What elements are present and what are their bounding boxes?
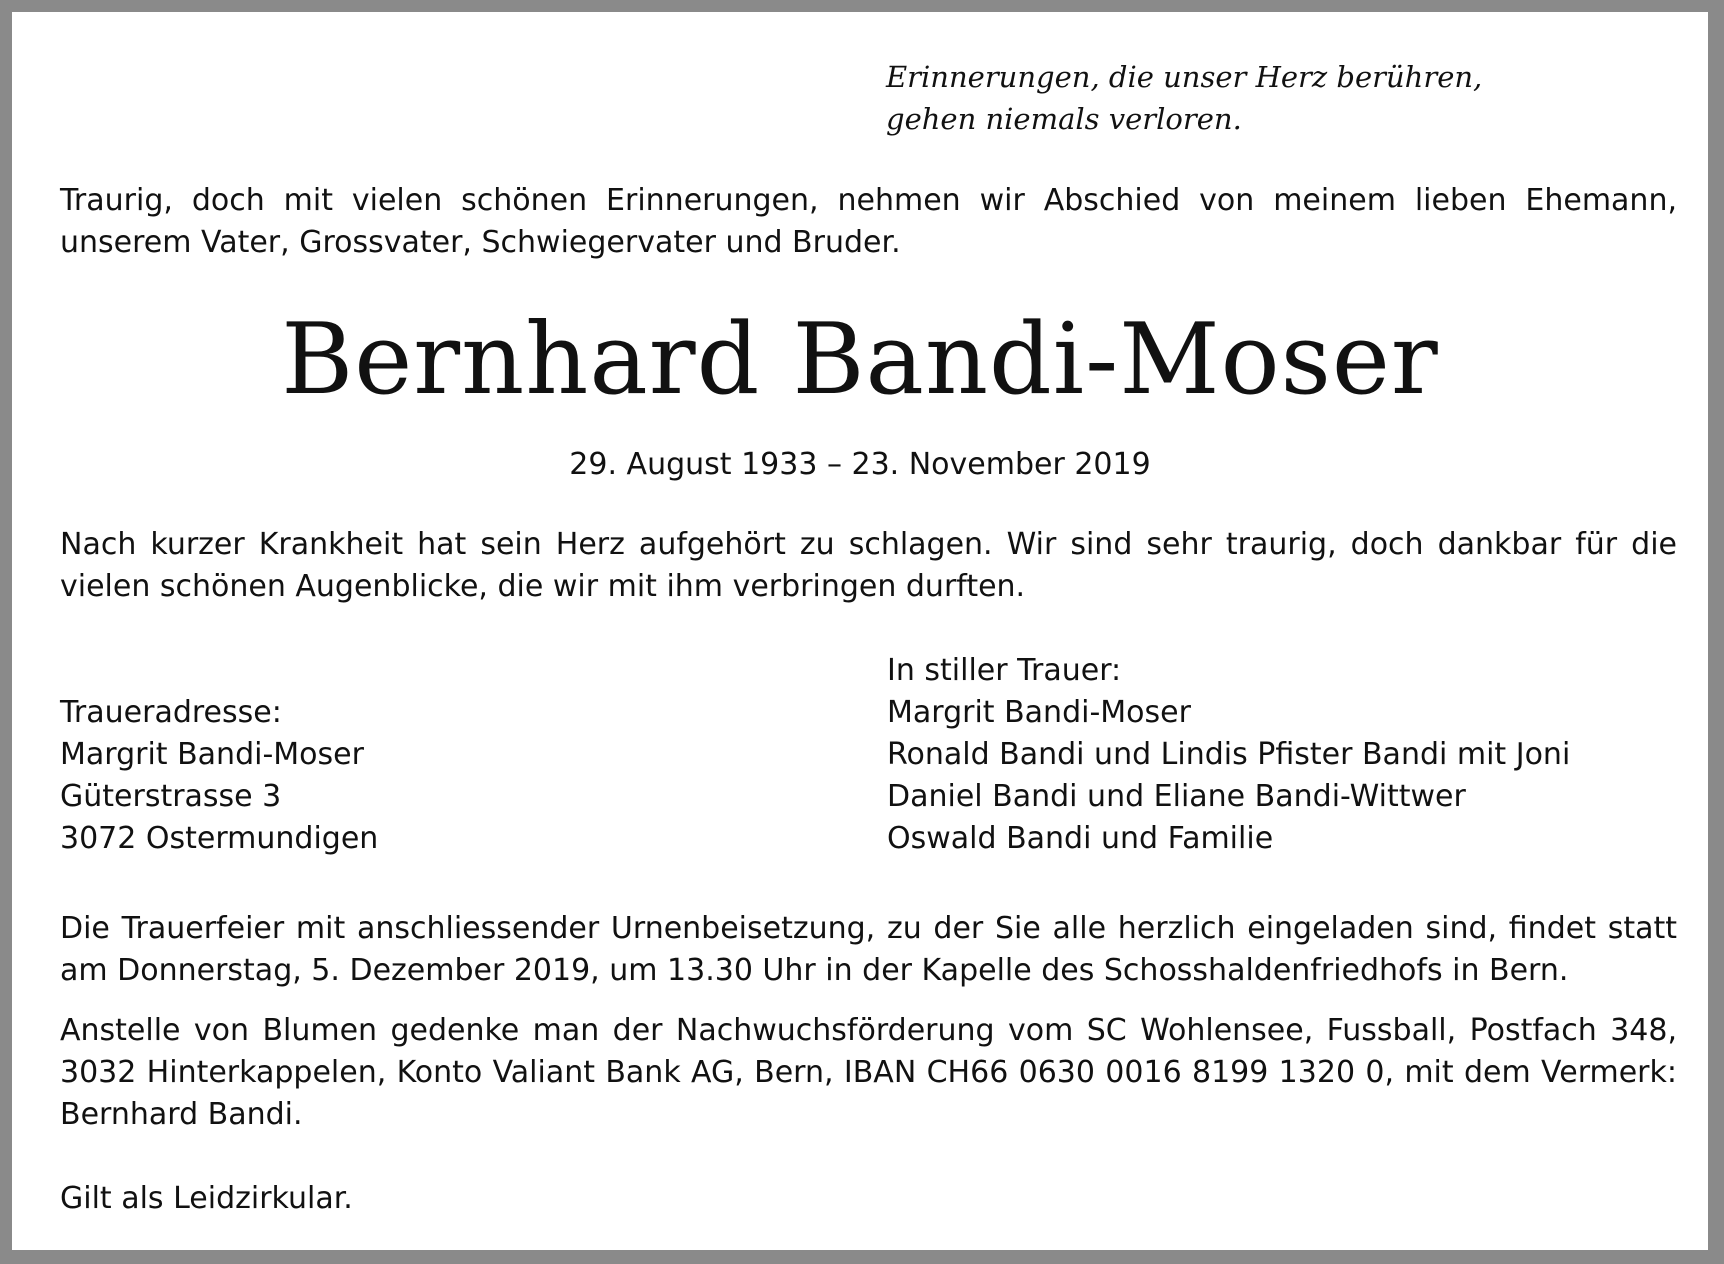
mourning-address [60,692,378,860]
life-dates: 29. August 1933 – 23. November 2019 [569,447,1151,482]
address-heading: Traueradresse: [60,695,282,730]
epigraph-line-1: Erinnerungen, die unser Herz berühren, [886,60,1483,94]
mourner-name: Daniel Bandi und Eliane Bandi-Wittwer [887,779,1466,814]
deceased-name: Bernhard Bandi-Moser [281,303,1439,417]
address-line: Margrit Bandi-Moser [60,737,364,772]
mourners-heading: In stiller Trauer: [887,653,1122,688]
mourner-name: Ronald Bandi und Lindis Pfister Bandi mit Joni [887,737,1571,772]
address-line: 3072 Ostermundigen [60,821,379,856]
donation-paragraph: Anstelle von Blumen gedenke man der Nachwuchsförderung vom SC Wohlensee, Fussball, Postfach 348, 3032 Hinterkappelen, Konto Valiant Bank AG, Bern, IBAN CH66 0630 0016 8199 1320 0, mit dem Vermerk: Bernhard Bandi. [60,1013,1677,1132]
mourner-name: Margrit Bandi-Moser [887,695,1191,730]
epigraph-line-2: gehen niemals verloren. [886,102,1242,136]
message-paragraph: Nach kurzer Krankheit hat sein Herz aufgehört zu schlagen. Wir sind sehr traurig, doch dankbar für die vielen schönen Augenblicke, die wir mit ihm verbringen durften. [60,527,1677,604]
intro-paragraph: Traurig, doch mit vielen schönen Erinnerungen, nehmen wir Abschied von meinem lieben Ehemann, unserem Vater, Grossvater, Schwiegervater und Bruder. [60,183,1677,260]
mourners-list [887,650,1570,860]
mourner-name: Oswald Bandi und Familie [887,821,1274,856]
closing-note: Gilt als Leidzirkular. [60,1181,353,1216]
address-line: Güterstrasse 3 [60,779,282,814]
ceremony-paragraph: Die Trauerfeier mit anschliessender Urnenbeisetzung, zu der Sie alle herzlich eingeladen sind, findet statt am Donnerstag, 5. Dezember 2019, um 13.30 Uhr in der Kapelle des Schosshaldenfriedhofs in Bern. [60,911,1677,988]
obituary-page [12,12,1708,1250]
epigraph-quote [886,56,1482,140]
